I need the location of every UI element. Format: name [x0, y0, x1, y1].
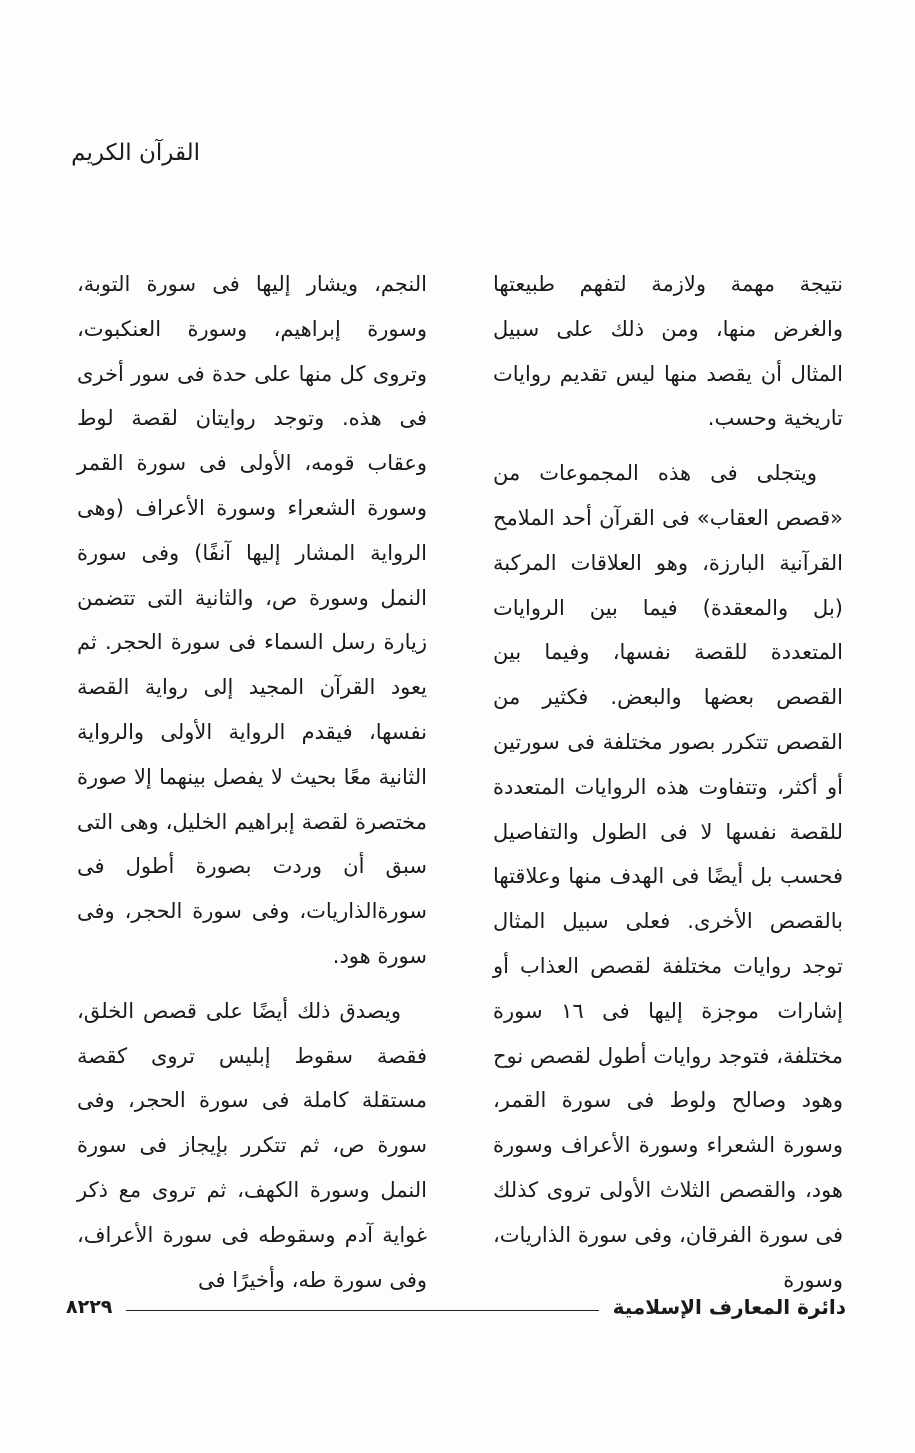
publication-title: دائرة المعارف الإسلامية [612, 1295, 846, 1319]
text-column-right [493, 262, 843, 1302]
running-header: القرآن الكريم [71, 140, 200, 166]
text-column-left [77, 262, 427, 1302]
footer-divider [126, 1310, 598, 1311]
paragraph: ويتجلى فى هذه المجموعات من «قصص العقاب» فى القرآن أحد الملامح القرآنية البارزة، وهو العلاقات المركبة (بل والمعقدة) فيما بين الروايات المتعددة للقصة نفسها، وفيما بين القصص بعضها والبعض. فكثير من القصص تتكرر بصور مختلفة فى سورتين أو أكثر، وتتفاوت هذه الروايات المتعددة للقصة نفسها لا فى الطول والتفاصيل فحسب بل أيضًا فى الهدف منها وعلاقتها بالقصص الأخرى. فعلى سبيل المثال توجد روايات مختلفة لقصص العذاب أو إشارات موجزة إليها فى ١٦ سورة مختلفة، فتوجد روايات أطول لقصص نوح وهود وصالح ولوط فى سورة القمر، وسورة الشعراء وسورة الأعراف وسورة هود، والقصص الثلاث الأولى تروى كذلك فى سورة الفرقان، وفى سورة الذاريات، وسورة [493, 461, 843, 1292]
paragraph: ويصدق ذلك أيضًا على قصص الخلق، فقصة سقوط إبليس تروى كقصة مستقلة كاملة فى سورة الحجر، وفى سورة ص، ثم تتكرر بإيجاز فى سورة النمل وسورة الكهف، ثم تروى مع ذكر غواية آدم وسقوطه فى سورة الأعراف، وفى سورة طه، وأخيرًا فى [77, 998, 427, 1292]
page-number: ٨٢٢٩ [66, 1296, 113, 1318]
paragraph: نتيجة مهمة ولازمة لتفهم طبيعتها والغرض منها، ومن ذلك على سبيل المثال أن يقصد منها ليس تقديم روايات تاريخية وحسب. [493, 272, 843, 431]
paragraph: النجم، ويشار إليها فى سورة التوبة، وسورة إبراهيم، وسورة العنكبوت، وتروى كل منها على حدة فى سور أخرى فى هذه. وتوجد روايتان لقصة لوط وعقاب قومه، الأولى فى سورة القمر وسورة الشعراء وسورة الأعراف (وهى الرواية المشار إليها آنفًا) وفى سورة النمل وسورة ص، والثانية التى تتضمن زيارة رسل السماء فى سورة الحجر. ثم يعود القرآن المجيد إلى رواية القصة نفسها، فيقدم الرواية الأولى والرواية الثانية معًا بحيث لا يفصل بينهما إلا صورة مختصرة لقصة إبراهيم الخليل، وهى التى سبق أن وردت بصورة أطول فى سورةالذاريات، وفى سورة الحجر، وفى سورة هود. [77, 272, 427, 968]
page-footer [66, 1290, 846, 1324]
